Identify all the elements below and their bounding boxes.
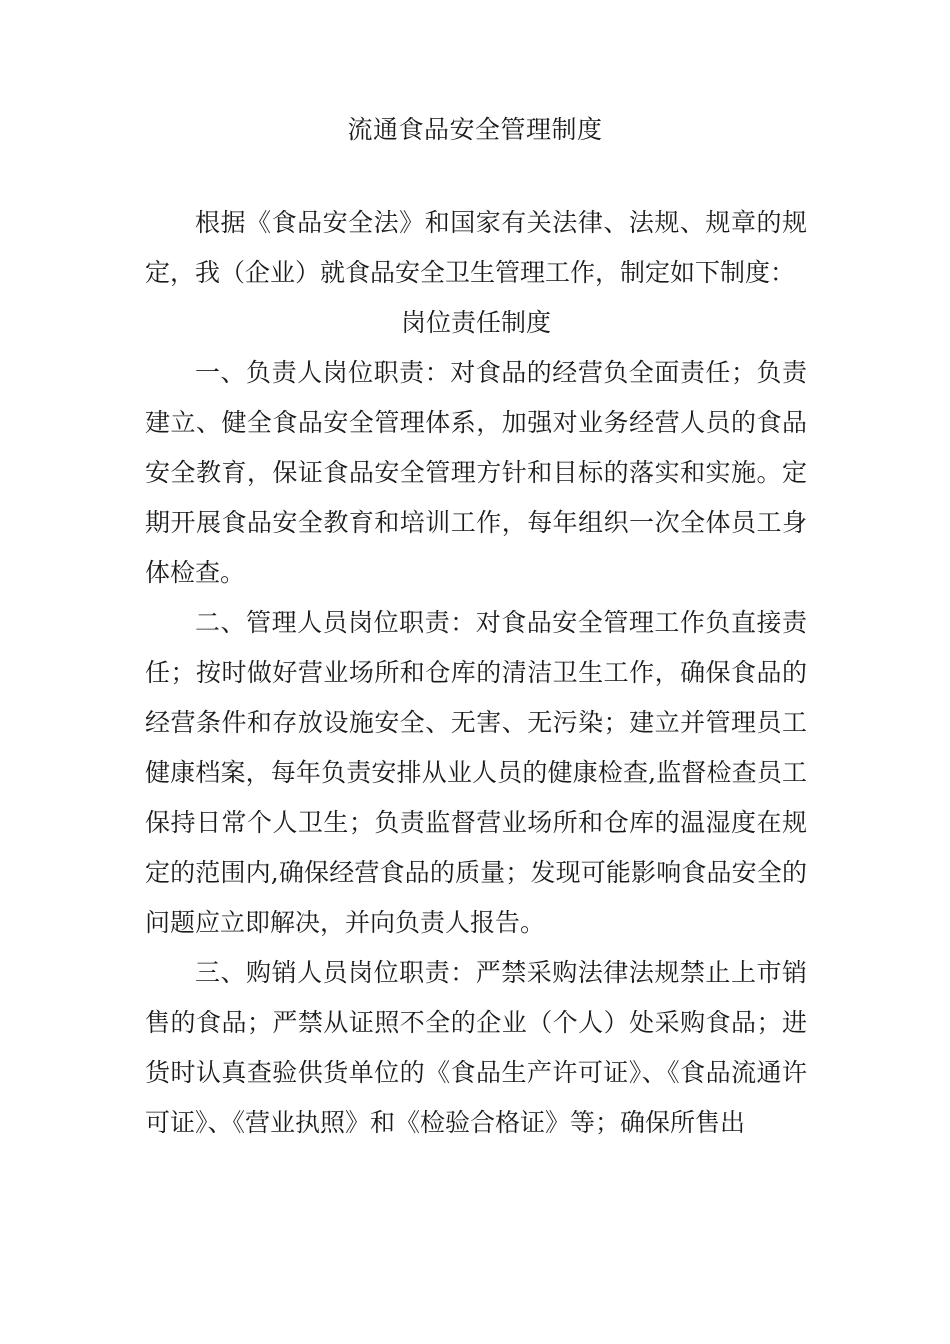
intro-paragraph: 根据《食品安全法》和国家有关法律、法规、规章的规定，我（企业）就食品安全卫生管理工作，制定如下制度： — [145, 208, 807, 287]
document-body — [145, 198, 807, 1148]
paragraph-responsible-person: 一、负责人岗位职责：对食品的经营负全面责任；负责建立、健全食品安全管理体系，加强对业务经营人员的食品安全教育，保证食品安全管理方针和目标的落实和实施。定期开展食品安全教育和培训工作，每年组织一次全体员工身体检查。 — [145, 358, 807, 587]
document-title: 流通食品安全管理制度 — [347, 115, 603, 144]
paragraph-purchase-sales-staff: 三、购销人员岗位职责：严禁采购法律法规禁止上市销售的食品；严禁从证照不全的企业（个人）处采购食品；进货时认真查验供货单位的《食品生产许可证》、《食品流通许可证》、《营业执照》和《检验合格证》等；确保所售出 — [145, 958, 807, 1137]
paragraph-management-staff: 二、管理人员岗位职责：对食品安全管理工作负直接责任；按时做好营业场所和仓库的清洁卫生工作，确保食品的经营条件和存放设施安全、无害、无污染；建立并管理员工健康档案，每年负责安排从业人员的健康检查,监督检查员工保持日常个人卫生；负责监督营业场所和仓库的温湿度在规定的范围内,确保经营食品的质量；发现可能影响食品安全的问题应立即解决，并向负责人报告。 — [145, 608, 807, 937]
section-heading: 岗位责任制度 — [400, 308, 551, 337]
